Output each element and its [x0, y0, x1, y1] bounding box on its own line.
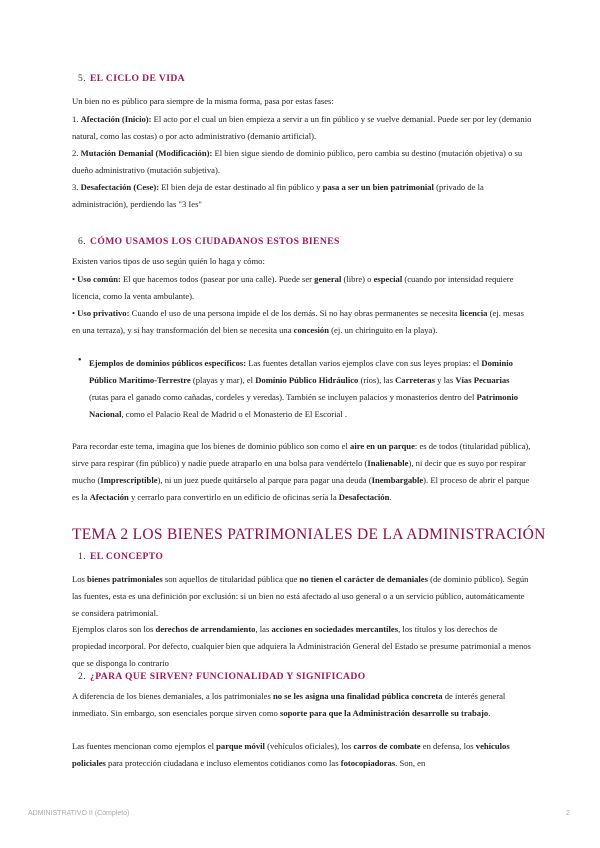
- paragraph-text: y cerrarlo para convertirlo en un edificio de oficinas sería la: [128, 492, 339, 502]
- text-emphasis: vehículos policiales: [72, 741, 510, 768]
- paragraph-text: , las: [255, 624, 272, 634]
- item-label: Uso privativo:: [77, 308, 130, 318]
- list-item: • Uso privativo: Cuando el uso de una persona impide el de los demás. Si no hay obras permanentes se necesita licencia (ej. mesas en una terraza), y si hay transformación del bien se necesita una concesión (ej. un chiringuito en la playa).: [72, 308, 524, 335]
- section-title: EL CICLO DE VIDA: [90, 73, 185, 84]
- text-emphasis: acciones en sociedades mercantiles: [271, 624, 399, 634]
- section-title: EL CONCEPTO: [90, 551, 164, 562]
- item-text: y las: [435, 375, 456, 385]
- paragraph: [72, 571, 532, 622]
- paragraph-text: Existen varios tipos de uso según quién lo haga y cómo:: [72, 256, 265, 266]
- item-text: Cuando el uso de una persona impide el de los demás. Si no hay obras permanentes se necesita: [129, 308, 460, 318]
- text-emphasis: Inalienable: [367, 458, 409, 468]
- text-emphasis: aire en un parque: [350, 441, 415, 451]
- item-text: El bien deja de estar destinado al fin público y: [159, 182, 323, 192]
- text-emphasis: fotocopiadoras: [340, 758, 396, 768]
- paragraph-text: (de dominio público). Según las fuentes, esta es una definición por exclusión: si un bien no está afectado al uso general o a un servicio público, automáticamente se considera patrimonial.: [72, 574, 529, 618]
- item-emphasis: Vías Pecuarias: [455, 375, 510, 385]
- paragraph-text: Un bien no es público para siempre de la misma forma, pasa por estas fases:: [72, 96, 334, 106]
- item-text: (ej. mesas en una terraza), y si hay transformación del bien se necesita una: [72, 308, 524, 335]
- item-label: Ejemplos de dominios públicos específicos:: [89, 358, 247, 368]
- item-emphasis: concesión: [293, 325, 329, 335]
- text-emphasis: Desafectación: [338, 492, 390, 502]
- paragraph-text: ), ni un juez puede quitárselo al parque para pagar una deuda (: [157, 475, 372, 485]
- item-emphasis: general: [314, 274, 342, 284]
- item-text: Las fuentes detallan varios ejemplos clave con sus leyes propias: el: [246, 358, 482, 368]
- item-text: (ríos), las: [358, 375, 396, 385]
- item-text: (ej. un chiringuito en la playa).: [329, 325, 438, 335]
- item-label: Afectación (Inicio):: [80, 114, 152, 124]
- item-emphasis: especial: [373, 274, 403, 284]
- item-text: (libre) o: [341, 274, 374, 284]
- section-number: 1.: [78, 551, 86, 562]
- item-text: (privado de la administración), perdiendo las "3 Ies": [72, 182, 484, 209]
- text-emphasis: soporte para que la Administración desarrolle su trabajo: [279, 708, 489, 718]
- item-text: El que hacemos todos (pasear por una calle). Puede ser: [120, 274, 315, 284]
- section-heading-1: [78, 551, 163, 562]
- paragraph-text: en defensa, los: [420, 741, 476, 751]
- text-emphasis: bienes patrimoniales: [87, 574, 163, 584]
- list-item: [89, 355, 529, 423]
- list-item: • Uso común: El que hacemos todos (pasear por una calle). Puede ser general (libre) o especial (cuando por intensidad requiere licencia, como la venta ambulante).: [72, 274, 514, 301]
- paragraph-text: Para recordar este tema, imagina que los bienes de dominio público son como el: [72, 441, 351, 451]
- paragraph-text: para protección ciudadana e incluso elementos cotidianos como las: [105, 758, 341, 768]
- list-item: 2. Mutación Demanial (Modificación): El bien sigue siendo de dominio público, pero cambia su destino (mutación objetiva) o su dueño administrativo (mutación subjetiva).: [72, 148, 523, 175]
- section-heading-6: [78, 236, 340, 247]
- paragraph: [72, 738, 532, 772]
- text-emphasis: carros de combate: [353, 741, 421, 751]
- item-emphasis: pasa a ser un bien patrimonial: [322, 182, 434, 192]
- section-title: CÓMO USAMOS LOS CIUDADANOS ESTOS BIENES: [90, 236, 340, 247]
- item-emphasis: Dominio Público Marítimo-Terrestre: [89, 358, 513, 385]
- section-heading-5: [78, 73, 185, 84]
- text-emphasis: derechos de arrendamiento: [155, 624, 256, 634]
- item-text: (playas y mar), el: [190, 375, 256, 385]
- section-heading-2: [78, 671, 366, 682]
- item-label: Uso común:: [77, 274, 121, 284]
- section-title: ¿PARA QUE SIRVEN? FUNCIONALIDAD Y SIGNIFICADO: [90, 671, 366, 682]
- item-label: Mutación Demanial (Modificación):: [80, 148, 213, 158]
- paragraph-text: (vehículos oficiales), los: [264, 741, 354, 751]
- item-text: (rutas para el ganado como cañadas, cordeles y veredas). También se incluyen palacios y monasterios dentro del: [89, 392, 477, 402]
- footer-title: ADMINISTRATIVO II (Completo): [28, 810, 130, 817]
- paragraph: [72, 688, 532, 722]
- text-emphasis: no tienen el carácter de demaniales: [299, 574, 428, 584]
- section-number: 2.: [78, 671, 86, 682]
- paragraph-text: de interés general inmediato. Sin embargo, son esenciales porque sirven como: [72, 691, 506, 718]
- paragraph: [72, 621, 532, 672]
- paragraph-text: .: [389, 492, 392, 502]
- paragraph-text: : es de todos (titularidad pública), sirve para respirar (fin público) y nadie puede atraparlo en una bolsa para vendértelo (: [72, 441, 531, 468]
- item-emphasis: Dominio Público Hidráulico: [255, 375, 359, 385]
- text-emphasis: Imprescriptible: [100, 475, 158, 485]
- paragraph-text: Los: [72, 574, 88, 584]
- item-emphasis: Patrimonio Nacional: [89, 392, 519, 419]
- section-number: 6.: [78, 236, 86, 247]
- paragraph: [72, 438, 532, 506]
- item-emphasis: licencia: [459, 308, 488, 318]
- page-number: 2: [566, 810, 570, 817]
- item-text: (cuando por intensidad requiere licencia, como la venta ambulante).: [72, 274, 514, 301]
- paragraph-text: . Son, en: [395, 758, 426, 768]
- item-emphasis: Carreteras: [395, 375, 436, 385]
- bullet-icon: •: [78, 355, 82, 366]
- item-text: El bien sigue siendo de dominio público, pero cambia su destino (mutación objetiva) o su dueño administrativo (mutación subjetiva).: [72, 148, 523, 175]
- item-text: El acto por el cual un bien empieza a servir a un fin público y se vuelve demanial. Puede ser por ley (demanio natural, como las costas) o por acto administrativo (demanio artificial).: [72, 114, 532, 141]
- paragraph-text: A diferencia de los bienes demaniales, a los patrimoniales: [72, 691, 273, 701]
- paragraph: [72, 253, 532, 270]
- paragraph-text: , los títulos y los derechos de propiedad incorporal. Por defecto, cualquier bien que adquiera la Administración General del Estado se presume patrimonial a menos que se disponga lo contrario: [72, 624, 531, 668]
- paragraph-text: Ejemplos claros son los: [72, 624, 156, 634]
- text-emphasis: Afectación: [89, 492, 129, 502]
- item-label: Desafectación (Cese):: [80, 182, 160, 192]
- list-item: 1. Afectación (Inicio): El acto por el cual un bien empieza a servir a un fin público y se vuelve demanial. Puede ser por ley (demanio natural, como las costas) o por acto administrativo (demanio artificial).: [72, 114, 532, 141]
- paragraph-text: ). El proceso de abrir el parque es la: [72, 475, 530, 502]
- paragraph-text: .: [488, 708, 491, 718]
- text-emphasis: parque móvil: [216, 741, 265, 751]
- item-text: , como el Palacio Real de Madrid o el Monasterio de El Escorial .: [121, 409, 347, 419]
- chapter-title: TEMA 2 LOS BIENES PATRIMONIALES DE LA ADMINISTRACIÓN: [72, 526, 546, 543]
- list-item: 3. Desafectación (Cese): El bien deja de estar destinado al fin público y pasa a ser un bien patrimonial (privado de la administración), perdiendo las "3 Ies": [72, 182, 484, 209]
- paragraph: [72, 93, 532, 110]
- text-emphasis: no se les asigna una finalidad pública concreta: [272, 691, 443, 701]
- section-number: 5.: [78, 73, 86, 84]
- paragraph-text: ), ni decir que es suyo por respirar mucho (: [72, 458, 526, 485]
- paragraph-text: Las fuentes mencionan como ejemplos el: [72, 741, 217, 751]
- text-emphasis: Inembargable: [371, 475, 424, 485]
- paragraph-text: son aquellos de titularidad pública que: [162, 574, 300, 584]
